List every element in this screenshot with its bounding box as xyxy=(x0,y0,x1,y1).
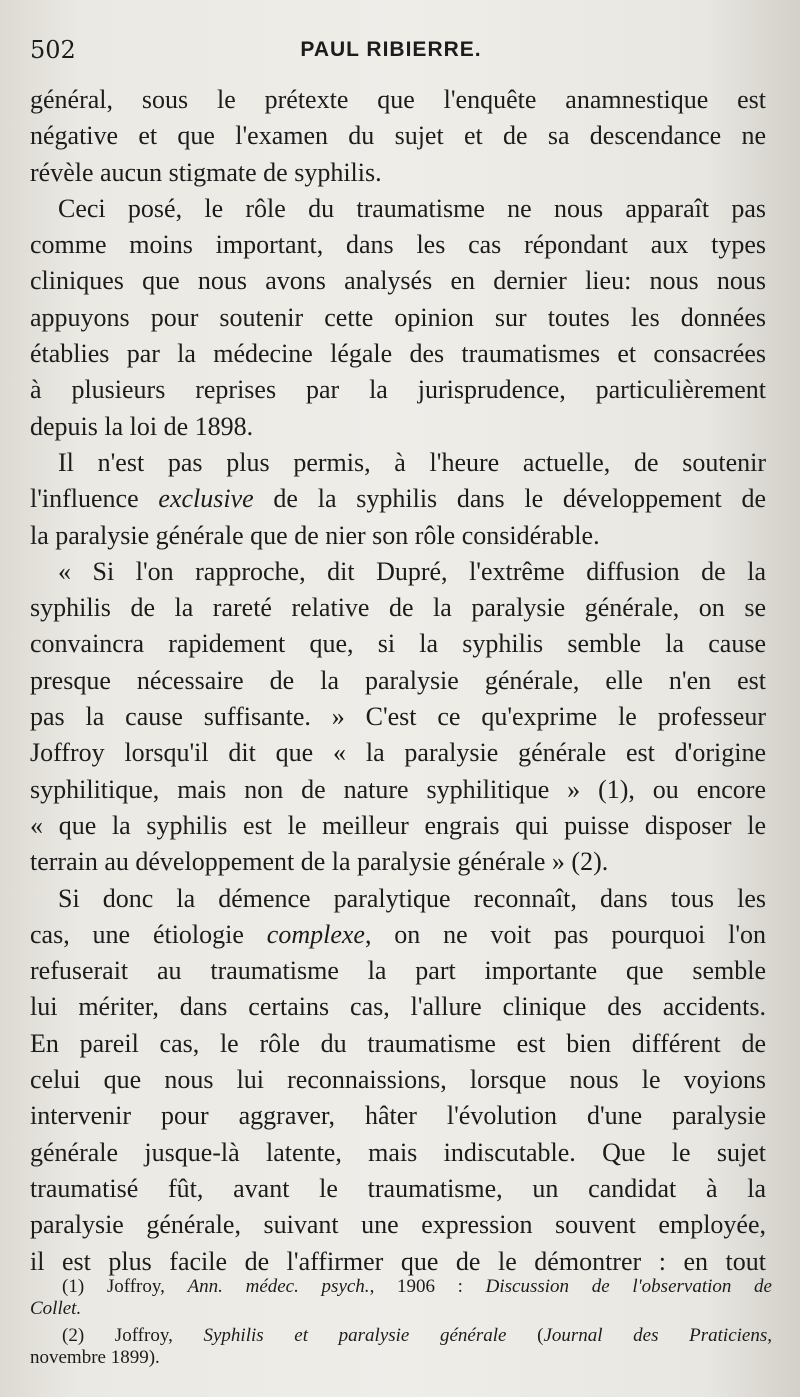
text-line: refuserait au traumatisme la part importante que semble xyxy=(30,956,766,986)
body-text xyxy=(30,82,766,1280)
text-line: Ceci posé, le rôle du traumatisme ne nous apparaît pas xyxy=(58,193,766,223)
italic-term: exclusive xyxy=(158,484,254,514)
running-head: PAUL RIBIERRE. xyxy=(300,38,482,61)
text-line: depuis la loi de 1898. xyxy=(30,411,254,441)
text-line: « Si l'on rapproche, dit Dupré, l'extrême diffusion de la xyxy=(58,556,766,586)
text-line: presque nécessaire de la paralysie générale, elle n'en est xyxy=(30,665,766,695)
text-line: révèle aucun stigmate de syphilis. xyxy=(30,157,382,187)
text-line: il est plus facile de l'affirmer que de le démontrer : en tout xyxy=(30,1246,766,1276)
text-line: Si donc la démence paralytique reconnaît, dans tous les xyxy=(58,883,766,913)
text-line: générale jusque-là latente, mais indiscutable. Que le sujet xyxy=(30,1137,766,1167)
footnote-1: (1) Joffroy, Ann. médec. psych., 1906 : Discussion de l'observation de xyxy=(62,1276,772,1297)
text-line: comme moins important, dans les cas répondant aux types xyxy=(30,230,766,260)
text-line: appuyons pour soutenir cette opinion sur toutes les données xyxy=(30,302,766,332)
page-header xyxy=(30,36,752,68)
text-line: « que la syphilis est le meilleur engrais qui puisse disposer le xyxy=(30,810,766,840)
text-line: convaincra rapidement que, si la syphilis semble la cause xyxy=(30,629,766,659)
text-line: En pareil cas, le rôle du traumatisme est bien différent de xyxy=(30,1028,766,1058)
text-line: intervenir pour aggraver, hâter l'évolution d'une paralysie xyxy=(30,1101,766,1131)
text-line: Il n'est pas plus permis, à l'heure actuelle, de soutenir xyxy=(58,447,766,477)
footnote-2: (2) Joffroy, Syphilis et paralysie générale (Journal des Praticiens, xyxy=(62,1325,772,1346)
text-line: celui que nous lui reconnaissions, lorsque nous le voyions xyxy=(30,1065,766,1095)
text-line: l'influence exclusive de la syphilis dans le développement de xyxy=(30,484,766,514)
text-line: syphilis de la rareté relative de la paralysie générale, on se xyxy=(30,593,766,623)
text-line: pas la cause suffisante. » C'est ce qu'exprime le professeur xyxy=(30,702,766,732)
footnote-2-continuation: novembre 1899). xyxy=(30,1346,160,1368)
page-number: 502 xyxy=(30,36,76,64)
text-line: lui mériter, dans certains cas, l'allure clinique des accidents. xyxy=(30,992,766,1022)
text-line: cas, une étiologie complexe, on ne voit pas pourquoi l'on xyxy=(30,919,766,949)
text-line: terrain au développement de la paralysie générale » (2). xyxy=(30,847,609,877)
footnotes xyxy=(30,1276,772,1368)
italic-term: complexe xyxy=(266,919,365,949)
text-line: la paralysie générale que de nier son rôle considérable. xyxy=(30,520,600,550)
text-line: Joffroy lorsqu'il dit que « la paralysie générale est d'origine xyxy=(30,738,766,768)
text-line: paralysie générale, suivant une expression souvent employée, xyxy=(30,1210,766,1240)
footnote-1-continuation: Collet. xyxy=(30,1297,82,1319)
text-line: cliniques que nous avons analysés en dernier lieu: nous nous xyxy=(30,266,766,296)
text-line: traumatisé fût, avant le traumatisme, un candidat à la xyxy=(30,1173,766,1203)
text-line: établies par la médecine légale des traumatismes et consacrées xyxy=(30,339,766,369)
text-line: syphilitique, mais non de nature syphilitique » (1), ou encore xyxy=(30,774,766,804)
text-line: général, sous le prétexte que l'enquête anamnestique est xyxy=(30,85,766,114)
text-line: négative et que l'examen du sujet et de sa descendance ne xyxy=(30,121,766,151)
text-line: à plusieurs reprises par la jurisprudence, particulièrement xyxy=(30,375,766,405)
